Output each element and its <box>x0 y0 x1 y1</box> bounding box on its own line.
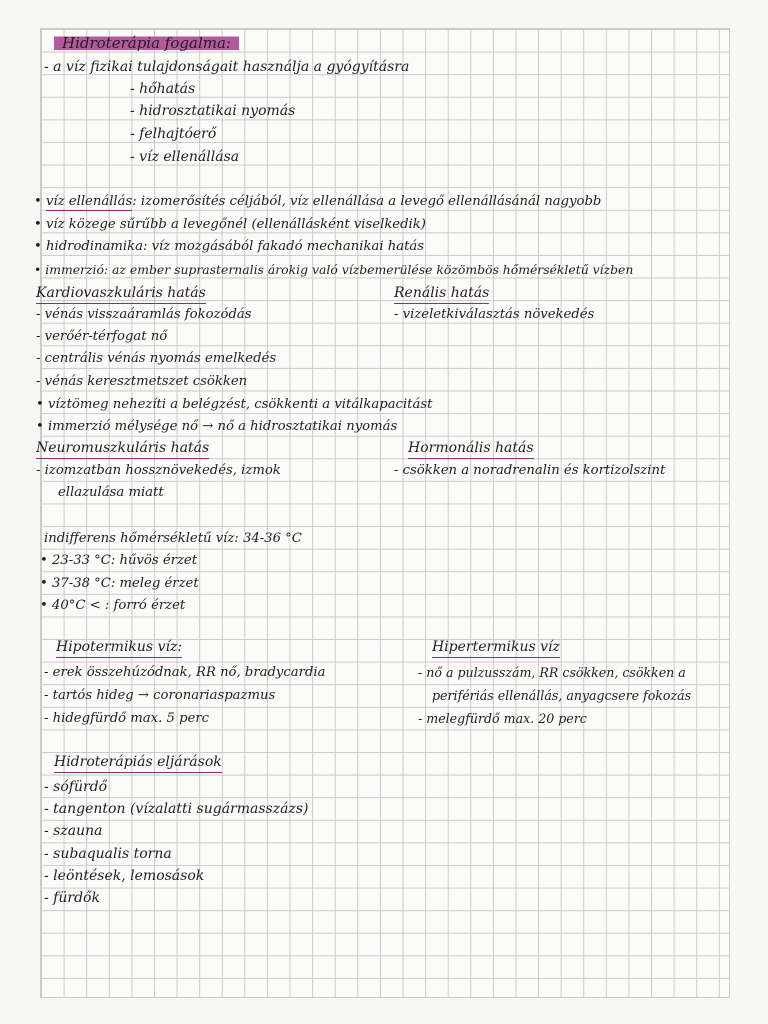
bullet-text: hidrodinamika: víz mozgásából fakadó mechanikai hatás <box>45 239 425 254</box>
bullet-immersion: • immerzió: az ember suprasternalis árokig való vízbemerülése közömbös hőmérsékletű vízben <box>34 262 634 277</box>
hypo-item: - tartós hideg → coronariaspazmus <box>44 688 276 703</box>
mid-bullet: • víztömeg nehezíti a belégzést, csökkenti a vitálkapacitást <box>36 397 433 412</box>
procedure-item: - szauna <box>44 823 103 839</box>
hyper-heading: Hipertermikus víz <box>432 638 560 658</box>
hormonal-item: - csökken a noradrenalin és kortizolszint <box>394 463 666 478</box>
bullet-hydrodynamics: • hidrodinamika: víz mozgásából fakadó mechanikai hatás <box>34 239 425 254</box>
procedure-item: - fürdők <box>44 890 100 906</box>
bullet-medium: • víz közege sűrűbb a levegőnél (ellenállásként viselkedik) <box>34 217 426 232</box>
bullet-text: : izomerősítés céljából, víz ellenállása a levegő ellenállásánál nagyobb <box>132 194 602 209</box>
bullet-water-resistance: • víz ellenállás: izomerősítés céljából, víz ellenállása a levegő ellenállásánál nagyobb <box>34 194 602 209</box>
cardio-heading: Kardiovaszkuláris hatás <box>36 284 206 304</box>
property-item: - víz ellenállása <box>130 149 240 165</box>
hypo-item: - hidegfürdő max. 5 perc <box>44 711 210 726</box>
bullet-text: immerzió mélysége nő → nő a hidrosztatikai nyomás <box>47 419 398 434</box>
hypo-heading: Hipotermikus víz: <box>56 638 182 658</box>
definition-line: - a víz fizikai tulajdonságait használja a gyógyításra <box>44 59 410 75</box>
property-item: - hőhatás <box>130 81 196 97</box>
cardio-item: - vénás visszaáramlás fokozódás <box>36 307 252 322</box>
procedure-item: - leöntések, lemosások <box>44 868 205 884</box>
cardio-item: - centrális vénás nyomás emelkedés <box>36 351 277 366</box>
procedures-heading: Hidroterápiás eljárások <box>54 753 222 773</box>
hypo-item: - erek összehúzódnak, RR nő, bradycardia <box>44 665 326 680</box>
neuro-heading: Neuromuszkuláris hatás <box>36 439 209 459</box>
bullet-text: immerzió: az ember suprasternalis árokig való vízbemerülése közömbös hőmérsékletű vízben <box>45 262 634 277</box>
procedure-item: - sófürdő <box>44 779 108 795</box>
procedure-item: - tangenton (vízalatti sugármasszázs) <box>44 801 309 817</box>
property-item: - hidrosztatikai nyomás <box>130 103 296 119</box>
renal-heading: Renális hatás <box>394 284 489 304</box>
temp-row: • 37-38 °C: meleg érzet <box>40 576 199 591</box>
bullet-text: víz közege sűrűbb a levegőnél (ellenállásként viselkedik) <box>45 217 426 232</box>
hyper-item: - melegfürdő max. 20 perc <box>418 711 587 726</box>
hormonal-heading: Hormonális hatás <box>408 439 534 459</box>
page-title: Hidroterápia fogalma: <box>54 34 239 52</box>
hyper-item: - nő a pulzusszám, RR csökken, csökken a <box>418 665 686 680</box>
bullet-heading: víz ellenállás <box>45 194 133 209</box>
temp-row: • 40°C < : forró érzet <box>40 598 186 613</box>
renal-item: - vizeletkiválasztás növekedés <box>394 307 595 322</box>
procedure-item: - subaqualis torna <box>44 846 172 862</box>
bullet-text: víztömeg nehezíti a belégzést, csökkenti a vitálkapacitást <box>47 397 433 412</box>
indifferent-temp: indifferens hőmérsékletű víz: 34-36 °C <box>44 531 302 546</box>
neuro-item: - izomzatban hossznövekedés, izmok <box>36 463 281 478</box>
property-item: - felhajtóerő <box>130 126 217 142</box>
mid-bullet: • immerzió mélysége nő → nő a hidrosztatikai nyomás <box>36 419 398 434</box>
neuro-item: ellazulása miatt <box>58 485 164 500</box>
cardio-item: - verőér-térfogat nő <box>36 329 168 344</box>
cardio-item: - vénás keresztmetszet csökken <box>36 374 248 389</box>
hyper-item: perifériás ellenállás, anyagcsere fokozás <box>432 688 692 703</box>
temp-row: • 23-33 °C: hűvös érzet <box>40 553 197 568</box>
